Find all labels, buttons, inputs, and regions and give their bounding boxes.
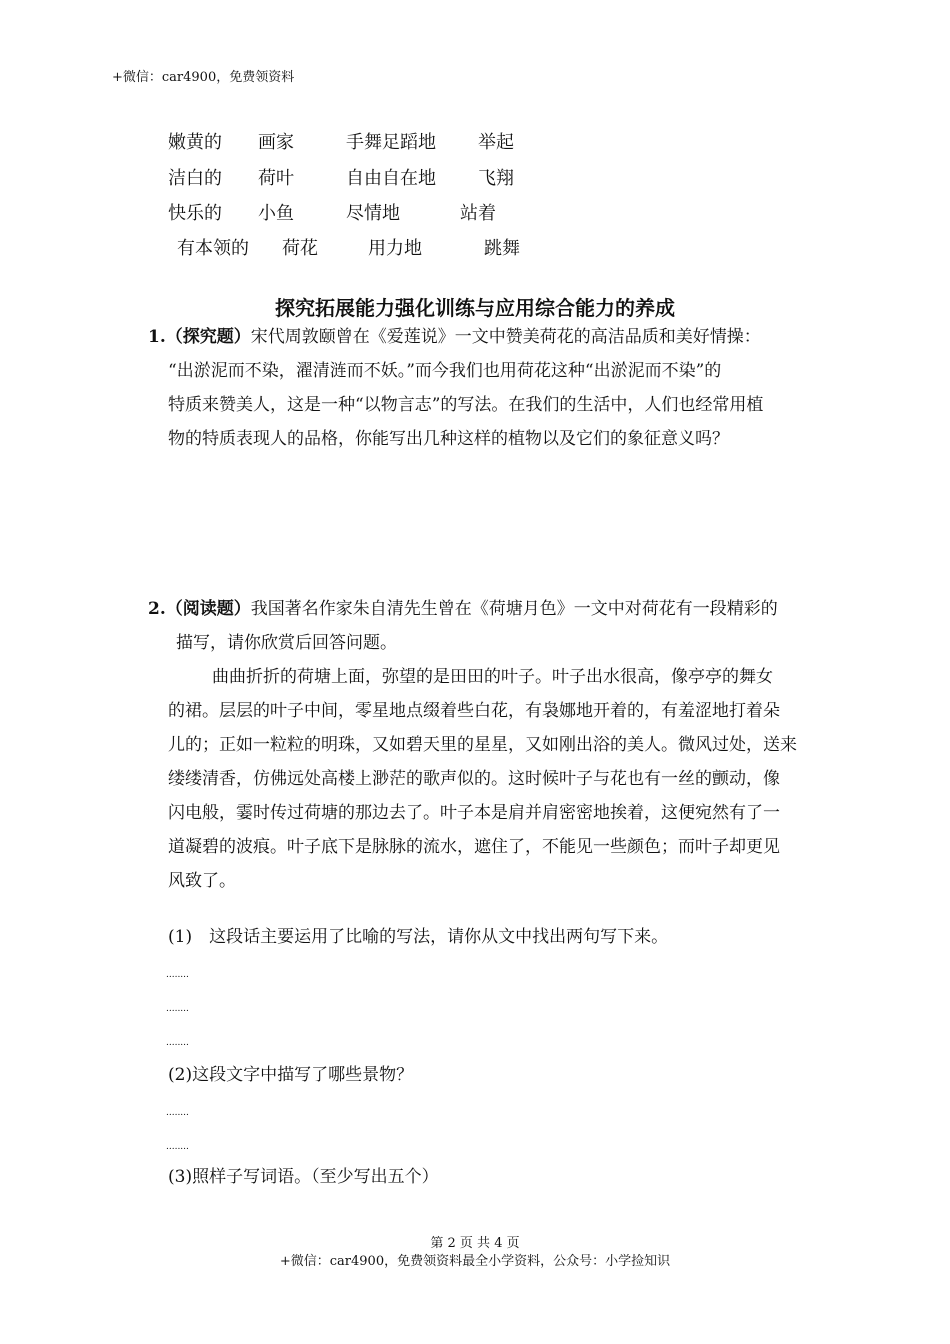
answer-line[interactable]: ........ [166, 1142, 189, 1152]
word-cell: 飞翔 [478, 168, 514, 189]
question-2-line [148, 592, 778, 626]
word-cell: 嫩黄的 [168, 132, 222, 153]
question-tag: （探究题） [165, 327, 251, 347]
word-cell: 画家 [258, 132, 294, 153]
question-text: 我国著名作家朱自清先生曾在《荷塘月色》一文中对荷花有一段精彩的 [250, 599, 778, 619]
answer-line[interactable]: ........ [166, 1108, 189, 1118]
answer-line[interactable]: ........ [166, 1004, 189, 1014]
question-1-line: “出淤泥而不染，濯清涟而不妖。”而今我们也用荷花这种“出淤泥而不染”的 [168, 361, 722, 381]
sub-question-2: (2)这段文字中描写了哪些景物？ [168, 1065, 414, 1085]
answer-line[interactable]: ........ [166, 970, 189, 980]
passage-line: 道凝碧的波痕。叶子底下是脉脉的流水，遮住了，不能见一些颜色；而叶子却更见 [168, 837, 780, 857]
section-title: 探究拓展能力强化训练与应用综合能力的养成 [275, 296, 675, 320]
word-cell: 洁白的 [168, 168, 222, 189]
passage-line: 风致了。 [168, 871, 236, 891]
word-cell: 小鱼 [258, 203, 294, 224]
passage-line: 闪电般，霎时传过荷塘的那边去了。叶子本是肩并肩密密地挨着，这便宛然有了一 [168, 803, 780, 823]
word-cell: 自由自在地 [346, 168, 436, 189]
passage-line: 儿的；正如一粒粒的明珠，又如碧天里的星星，又如刚出浴的美人。微风过处，送来 [168, 735, 797, 755]
question-1-line: 物的特质表现人的品格，你能写出几种这样的植物以及它们的象征意义吗？ [168, 429, 729, 449]
question-text: 宋代周敦颐曾在《爱莲说》一文中赞美荷花的高洁品质和美好情操： [250, 327, 761, 347]
question-2-line: 描写，请你欣赏后回答问题。 [176, 633, 397, 653]
question-number: 1. [148, 327, 166, 347]
footer-note: +微信：car4900，免费领资料最全小学资料，公众号：小学捡知识 [279, 1254, 671, 1269]
sub-question-3: (3)照样子写词语。（至少写出五个） [168, 1167, 439, 1187]
word-cell: 用力地 [368, 238, 422, 259]
word-cell: 荷花 [282, 238, 318, 259]
header-note: +微信：car4900，免费领资料 [112, 70, 295, 85]
word-cell: 尽情地 [346, 203, 400, 224]
word-cell: 手舞足蹈地 [346, 132, 436, 153]
sub-question-1: (1) 这段话主要运用了比喻的写法，请你从文中找出两句写下来。 [168, 927, 669, 947]
passage-line: 的裙。层层的叶子中间，零星地点缀着些白花，有袅娜地开着的，有羞涩地打着朵 [168, 701, 780, 721]
word-cell: 荷叶 [258, 168, 294, 189]
question-1-line: 特质来赞美人，这是一种“以物言志”的写法。在我们的生活中，人们也经常用植 [168, 395, 764, 415]
word-cell: 举起 [478, 132, 514, 153]
word-cell: 跳舞 [484, 238, 520, 259]
passage-line: 曲曲折折的荷塘上面，弥望的是田田的叶子。叶子出水很高，像亭亭的舞女 [212, 667, 773, 687]
answer-line[interactable]: ........ [166, 1038, 189, 1048]
page-number: 第 2 页 共 4 页 [430, 1236, 520, 1251]
question-tag: （阅读题） [165, 599, 251, 619]
word-cell: 快乐的 [168, 203, 222, 224]
word-cell: 站着 [460, 203, 496, 224]
passage-line: 缕缕清香，仿佛远处高楼上渺茫的歌声似的。这时候叶子与花也有一丝的颤动，像 [168, 769, 780, 789]
word-cell: 有本领的 [177, 238, 249, 259]
question-1-line [148, 320, 761, 354]
question-number: 2. [148, 599, 166, 619]
